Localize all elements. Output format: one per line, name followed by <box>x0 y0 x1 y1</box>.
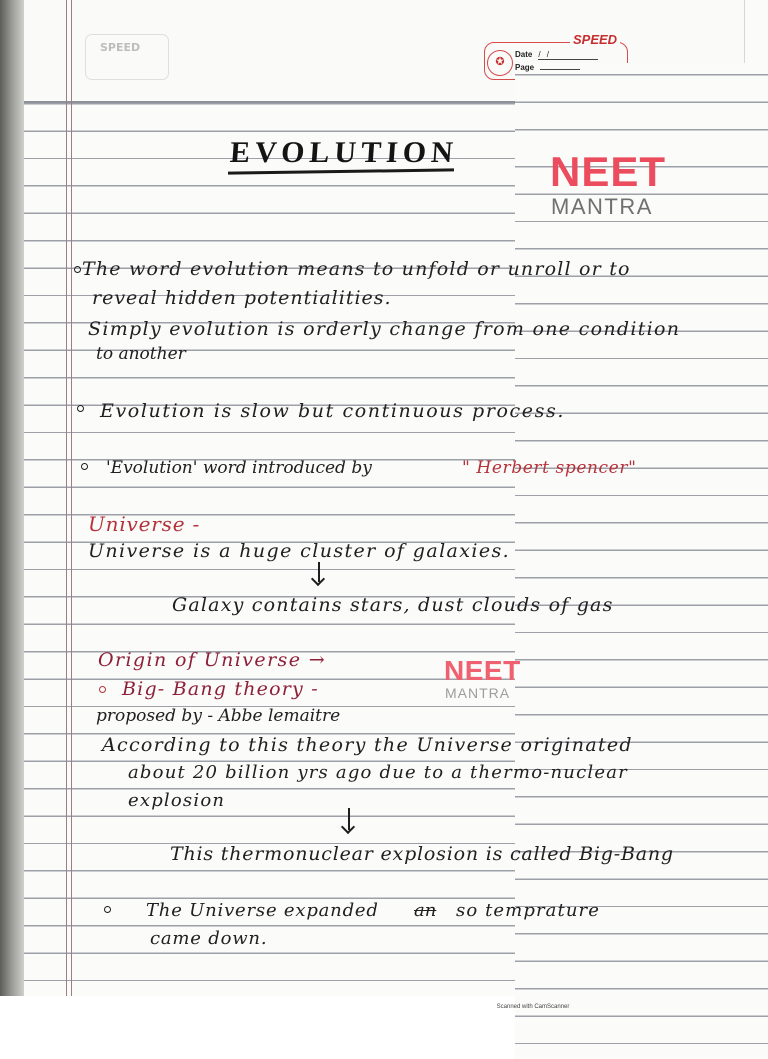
margin-line <box>71 0 72 996</box>
section-heading-universe: Universe - <box>88 512 201 536</box>
speed-date-row <box>515 50 598 60</box>
bullet-icon <box>99 686 106 693</box>
watermark-mantra: MANTRA <box>551 194 653 219</box>
bullet-icon <box>74 266 81 273</box>
note-line: reveal hidden potentialities. <box>92 287 392 309</box>
note-line: This thermonuclear explosion is called Big-Bang <box>170 843 674 865</box>
note-line: Universe is a huge cluster of galaxies. <box>88 540 511 562</box>
date-value: / / <box>538 50 598 60</box>
note-line: about 20 billion yrs ago due to a thermo-nuclear <box>128 762 628 783</box>
note-highlight: " Herbert spencer" <box>462 458 637 478</box>
page-label: Page <box>515 63 535 72</box>
page-value <box>540 69 580 70</box>
date-label: Date <box>515 50 533 59</box>
note-line: explosion <box>128 790 226 811</box>
bullet-icon <box>104 906 111 913</box>
note-line: came down. <box>150 928 268 949</box>
faded-stamp-brand: SPEED <box>100 41 141 54</box>
note-line: According to this theory the Universe originated <box>102 734 633 756</box>
scan-left-shadow <box>0 0 26 1000</box>
note-line: 'Evolution' word introduced by <box>106 458 372 478</box>
section-heading-bigbang: Big- Bang theory - <box>122 678 319 700</box>
arrow-down-icon <box>348 808 350 830</box>
section-heading-origin: Origin of Universe → <box>98 649 327 671</box>
speed-stamp-brand: SPEED <box>570 32 620 47</box>
note-line: proposed by - Abbe lemaitre <box>96 706 341 726</box>
note-line: Simply evolution is orderly change from one condition <box>88 318 681 340</box>
faded-stamp <box>85 34 169 80</box>
watermark-mantra-mid: MANTRA <box>445 685 511 701</box>
speed-stamp <box>484 32 628 80</box>
note-line: Evolution is slow but continuous process. <box>100 400 565 422</box>
bullet-icon <box>81 463 88 470</box>
note-line: to another <box>96 344 186 364</box>
watermark-neet: NEET <box>550 148 667 195</box>
margin-line <box>66 0 67 996</box>
bullet-icon <box>77 405 84 412</box>
speed-runner-icon: ✪ <box>487 50 513 76</box>
note-line: so temprature <box>456 900 600 921</box>
page-title: EVOLUTION <box>228 136 459 169</box>
note-line: The word evolution means to unfold or unroll or to <box>82 258 631 280</box>
note-strikethrough: an <box>414 900 437 921</box>
scanner-footer: Scanned with CamScanner <box>496 1004 570 1010</box>
note-line: Galaxy contains stars, dust clouds of gas <box>172 594 614 616</box>
note-line: The Universe expanded <box>146 900 379 921</box>
watermark-neet-mid: NEET <box>444 655 521 686</box>
arrow-down-icon <box>318 562 320 582</box>
